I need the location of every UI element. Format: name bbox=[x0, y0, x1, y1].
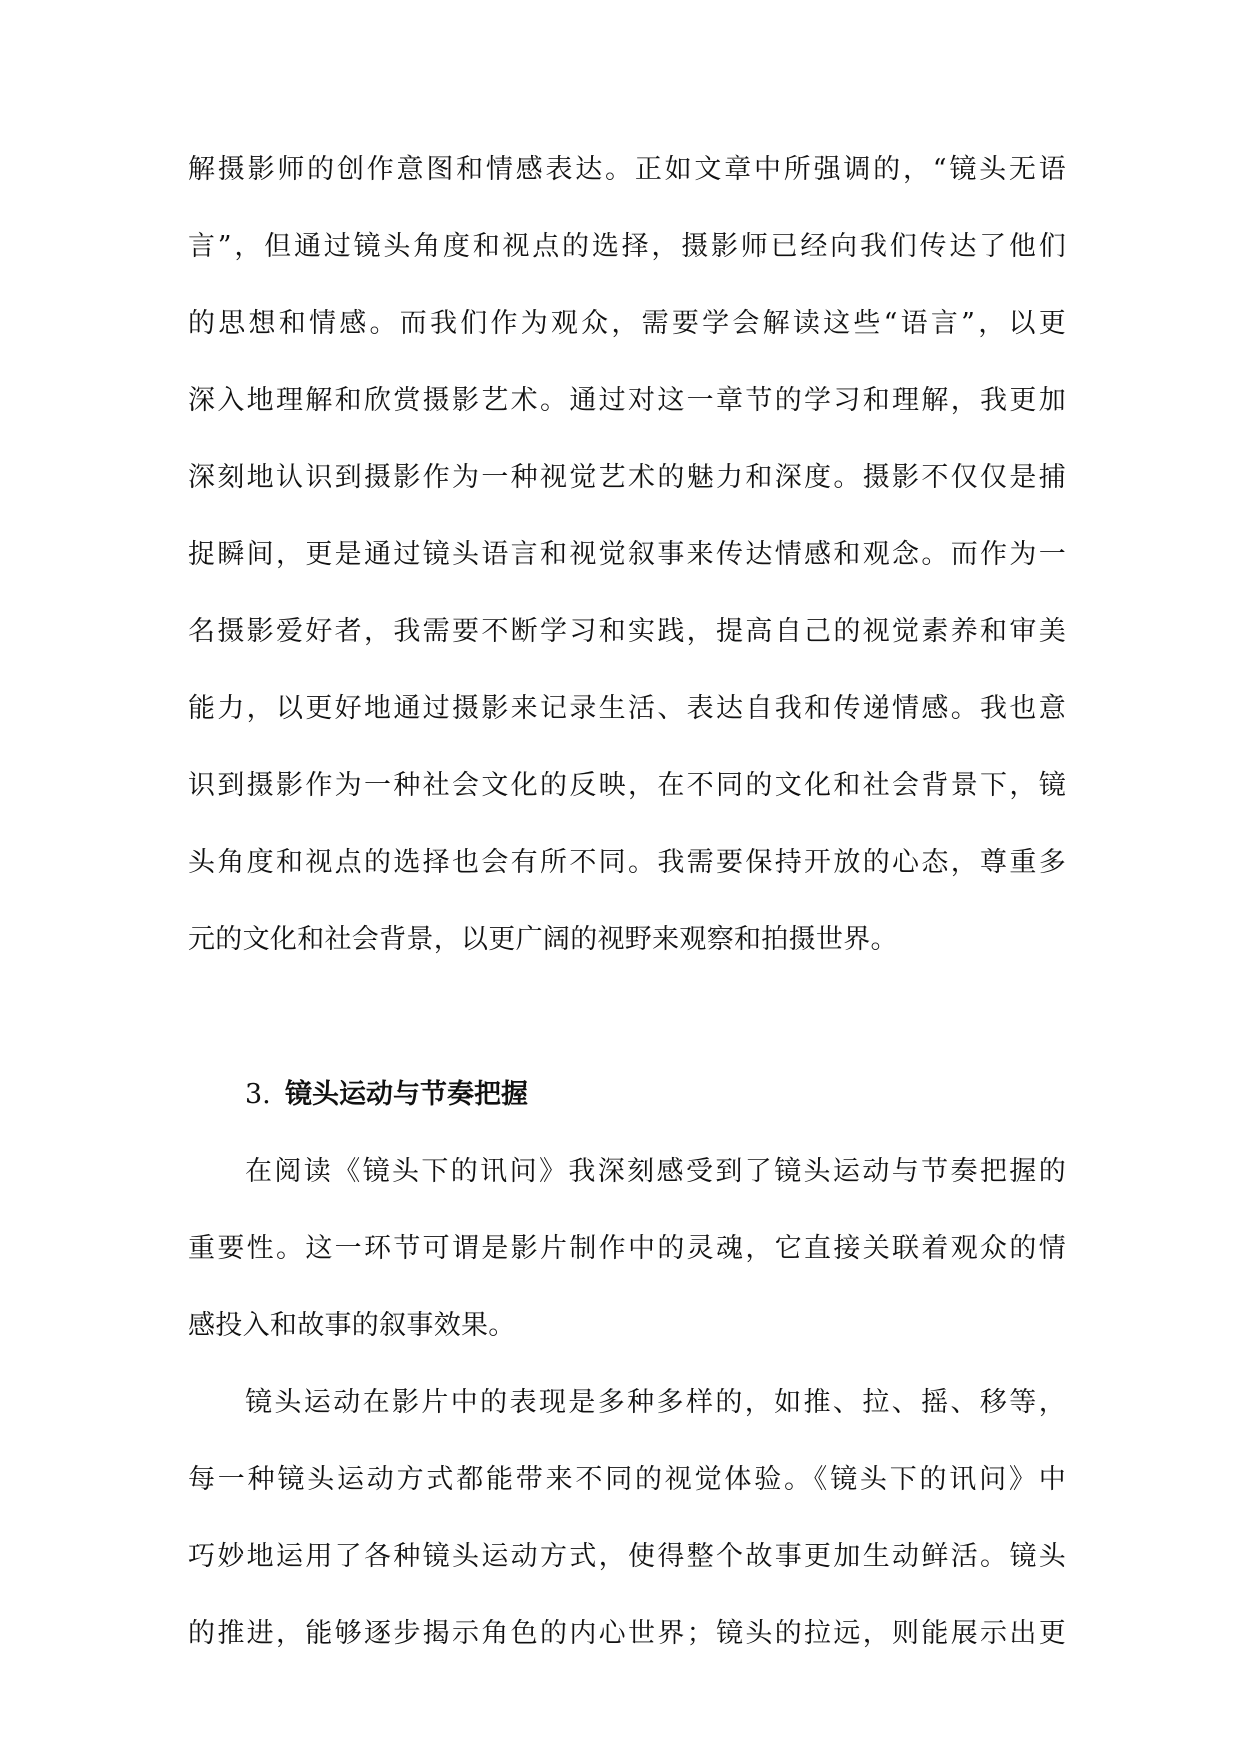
text-line: 深入地理解和欣赏摄影艺术。通过对这一章节的学习和理解，我更加 bbox=[188, 385, 1066, 416]
text-line: 解摄影师的创作意图和情感表达。正如文章中所强调的，“镜头无语 bbox=[188, 154, 1066, 185]
text-line: 深刻地认识到摄影作为一种视觉艺术的魅力和深度。摄影不仅仅是捕 bbox=[188, 462, 1066, 493]
text-line: 能力，以更好地通过摄影来记录生活、表达自我和传递情感。我也意 bbox=[188, 693, 1066, 724]
paragraph-2 bbox=[188, 1142, 1066, 1373]
text-line: 在阅读《镜头下的讯问》我深刻感受到了镜头运动与节奏把握的 bbox=[245, 1156, 1066, 1187]
text-line: 的推进，能够逐步揭示角色的内心世界；镜头的拉远，则能展示出更 bbox=[188, 1618, 1066, 1649]
text-line: 头角度和视点的选择也会有所不同。我需要保持开放的心态，尊重多 bbox=[188, 847, 1066, 878]
text-line: 言”，但通过镜头角度和视点的选择，摄影师已经向我们传达了他们 bbox=[188, 231, 1066, 262]
text-line: 元的文化和社会背景，以更广阔的视野来观察和拍摄世界。 bbox=[188, 924, 898, 955]
text-line: 每一种镜头运动方式都能带来不同的视觉体验。《镜头下的讯问》中 bbox=[188, 1464, 1066, 1495]
document-body bbox=[188, 140, 1066, 1681]
text-line: 重要性。这一环节可谓是影片制作中的灵魂，它直接关联着观众的情 bbox=[188, 1233, 1066, 1264]
section-title: 镜头运动与节奏把握 bbox=[285, 1079, 528, 1110]
text-line: 捉瞬间，更是通过镜头语言和视觉叙事来传达情感和观念。而作为一 bbox=[188, 539, 1066, 570]
text-line: 感投入和故事的叙事效果。 bbox=[188, 1310, 516, 1341]
text-line: 识到摄影作为一种社会文化的反映，在不同的文化和社会背景下，镜 bbox=[188, 770, 1066, 801]
text-line: 的思想和情感。而我们作为观众，需要学会解读这些“语言”，以更 bbox=[188, 308, 1066, 339]
text-line: 巧妙地运用了各种镜头运动方式，使得整个故事更加生动鲜活。镜头 bbox=[188, 1541, 1066, 1572]
text-line: 镜头运动在影片中的表现是多种多样的，如推、拉、摇、移等， bbox=[245, 1387, 1066, 1418]
section-number: 3. bbox=[245, 1079, 271, 1110]
paragraph-1 bbox=[188, 140, 1066, 987]
section-spacer bbox=[188, 987, 1066, 1065]
text-line: 名摄影爱好者，我需要不断学习和实践，提高自己的视觉素养和审美 bbox=[188, 616, 1066, 647]
paragraph-3 bbox=[188, 1373, 1066, 1681]
section-heading bbox=[188, 1065, 1066, 1142]
